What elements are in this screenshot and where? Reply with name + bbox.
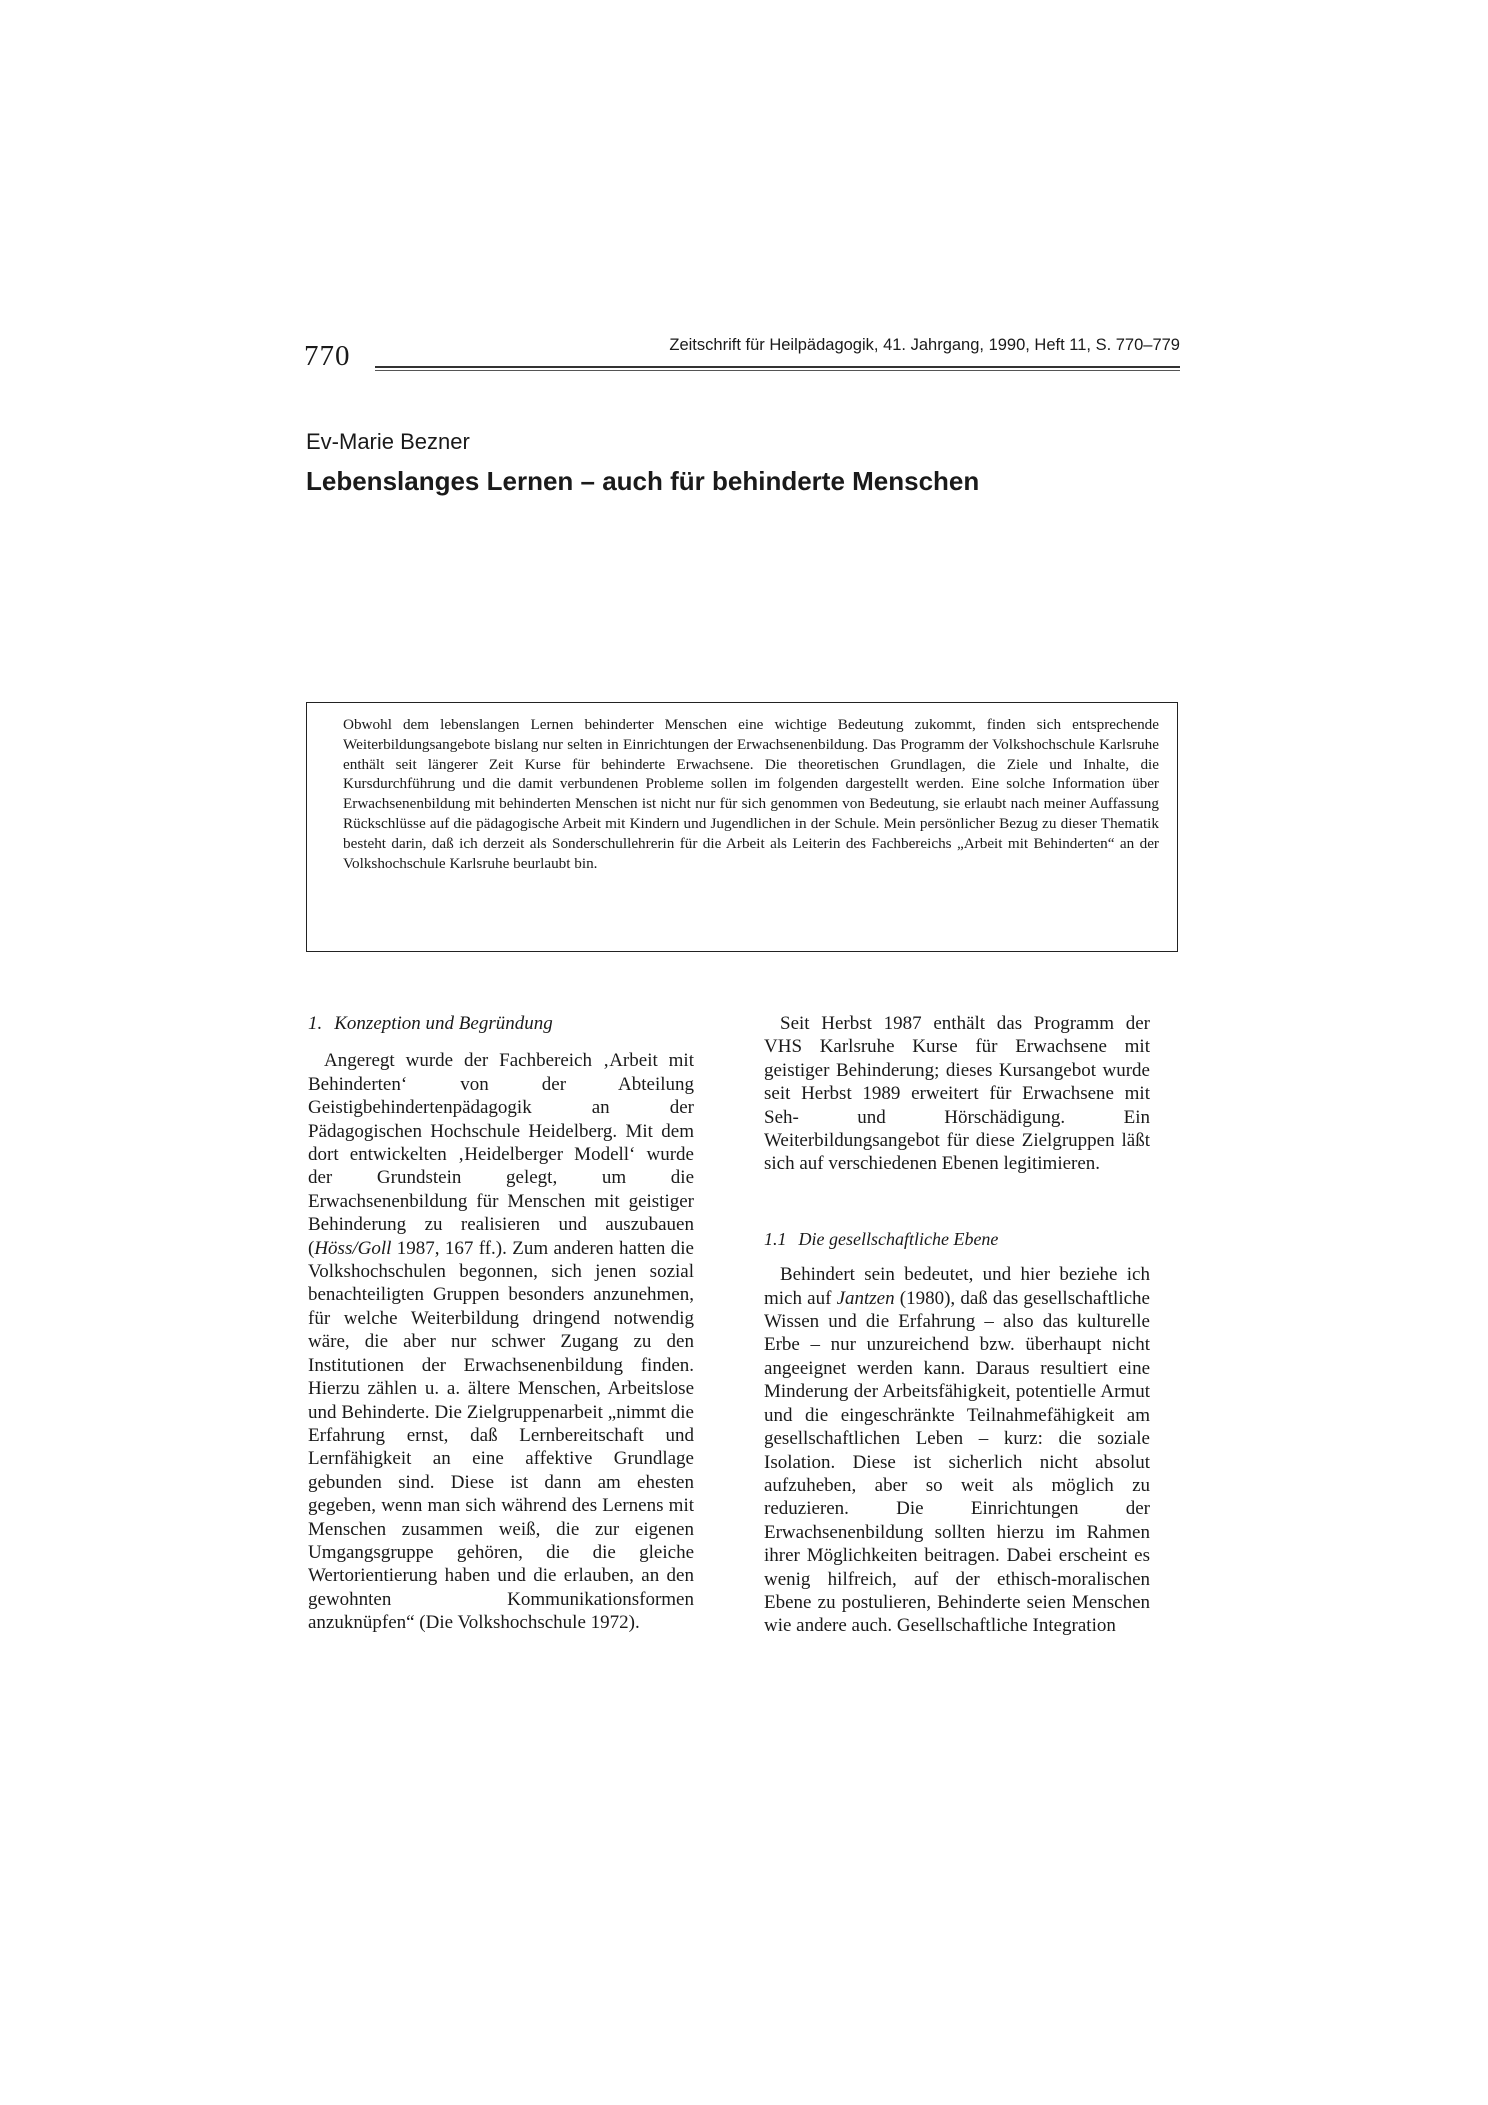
article-author: Ev-Marie Bezner [306, 429, 470, 454]
body-paragraph [764, 1263, 1150, 1638]
page-number: 770 [304, 340, 351, 372]
abstract-box [306, 702, 1178, 952]
section-heading [308, 1012, 694, 1035]
journal-citation: Zeitschrift für Heilpädagogik, 41. Jahrgang, 1990, Heft 11, S. 770–779 [669, 336, 1180, 354]
header-rule [375, 366, 1180, 368]
abstract-text: Obwohl dem lebenslangen Lernen behinderter Menschen eine wichtige Bedeutung zukommt, finden sich entsprechende Weiterbildungsangebote bislang nur selten in Einrichtungen der Erwachsenenbildung. Das Programm der Volkshochschule Karlsruhe enthält seit längerer Zeit Kurse für behinderte Erwachsene. Die theoretischen Grundlagen, die Ziele und Inhalte, die Kursdurchführung und die damit verbundenen Probleme sollen im folgenden dargestellt werden. Eine solche Information über Erwachsenenbildung mit behinderten Menschen ist nicht nur für sich genommen von Bedeutung, sie erlaubt nach meiner Auffassung Rückschlüsse auf die pädagogische Arbeit mit Kindern und Jugendlichen in der Schule. Mein persönlicher Bezug zu dieser Thematik besteht darin, daß ich derzeit als Sonderschullehrerin für die Arbeit als Leiterin des Fachbereichs „Arbeit mit Behinderten“ an der Volkshochschule Karlsruhe beurlaubt bin. [343, 716, 1159, 872]
paragraph-text: 1987, 167 ff.). Zum anderen hatten die Volkshochschulen begonnen, sich jenen sozial benachteiligten Gruppen besonders anzunehmen, für welche Weiterbildung dringend notwendig wäre, die aber nur schwer Zugang zu den Institutionen der Erwachsenenbildung finden. Hierzu zählen u. a. ältere Menschen, Arbeitslose und Behinderte. Die Zielgruppenarbeit „nimmt die Erfahrung ernst, daß Lernbereitschaft und Lernfähigkeit an eine affektive Grundlage gebunden sind. Diese ist dann am ehesten gegeben, wenn man sich während des Lernens mit Menschen zusammen weiß, die zur eigenen Umgangsgruppe gehören, die die gleiche Wertorientierung haben und die erlauben, an den gewohnten Kommunikationsformen anzuknüpfen“ (Die Volkshochschule 1972). [308, 1237, 694, 1634]
subsection-heading [764, 1228, 1150, 1251]
subsection-number: 1.1 [764, 1228, 787, 1249]
paragraph-text: (1980), daß das gesellschaftliche Wissen und die Erfahrung – also das kulturelle Erbe – nur unzureichend bzw. überhaupt nicht angeeignet werden kann. Daraus resultiert eine Minderung der Arbeitsfähigkeit, potentielle Armut und die eingeschränkte Teilnahmefähigkeit am gesellschaftlichen Leben – kurz: die soziale Isolation. Diese ist sicherlich nicht absolut aufzuheben, aber so weit als möglich zu reduzieren. Die Einrichtungen der Erwachsenenbildung sollten hierzu im Rahmen ihrer Möglichkeiten beitragen. Dabei erscheint es wenig hilfreich, auf der ethisch-moralischen Ebene zu postulieren, Behinderte seien Menschen wie andere auch. Gesellschaftliche Integration [764, 1287, 1150, 1637]
article-title: Lebenslanges Lernen – auch für behinderte Menschen [306, 466, 980, 496]
body-paragraph [308, 1049, 694, 1634]
column-right [764, 1012, 1150, 1638]
citation-author: Höss/Goll [314, 1237, 392, 1259]
section-number: 1. [308, 1013, 323, 1034]
subsection-title: Die gesellschaftliche Ebene [798, 1228, 999, 1249]
paragraph-text: Behindert sein bedeutet, und hier beziehe ich mich auf [764, 1264, 1150, 1309]
citation-author: Jantzen [836, 1287, 895, 1309]
header-rule-thin [375, 370, 1180, 371]
body-paragraph: Seit Herbst 1987 enthält das Programm der VHS Karlsruhe Kurse für Erwachsene mit geistiger Behinderung; dieses Kursangebot wurde seit Herbst 1989 erweitert für Erwachsene mit Seh- und Hörschädigung. Ein Weiterbildungsangebot für diese Zielgruppen läßt sich auf verschiedenen Ebenen legitimieren. [764, 1013, 1150, 1175]
section-title: Konzeption und Begründung [334, 1013, 553, 1034]
paragraph-text: Angeregt wurde der Fachbereich ‚Arbeit mit Behinderten‘ von der Abteilung Geistigbehindertenpädagogik an der Pädagogischen Hochschule Heidelberg. Mit dem dort entwickelten ‚Heidelberger Modell‘ wurde der Grundstein gelegt, um die Erwachsenenbildung für Menschen mit geistiger Behinderung zu realisieren und auszubauen ( [308, 1050, 694, 1259]
column-left [308, 1012, 694, 1635]
